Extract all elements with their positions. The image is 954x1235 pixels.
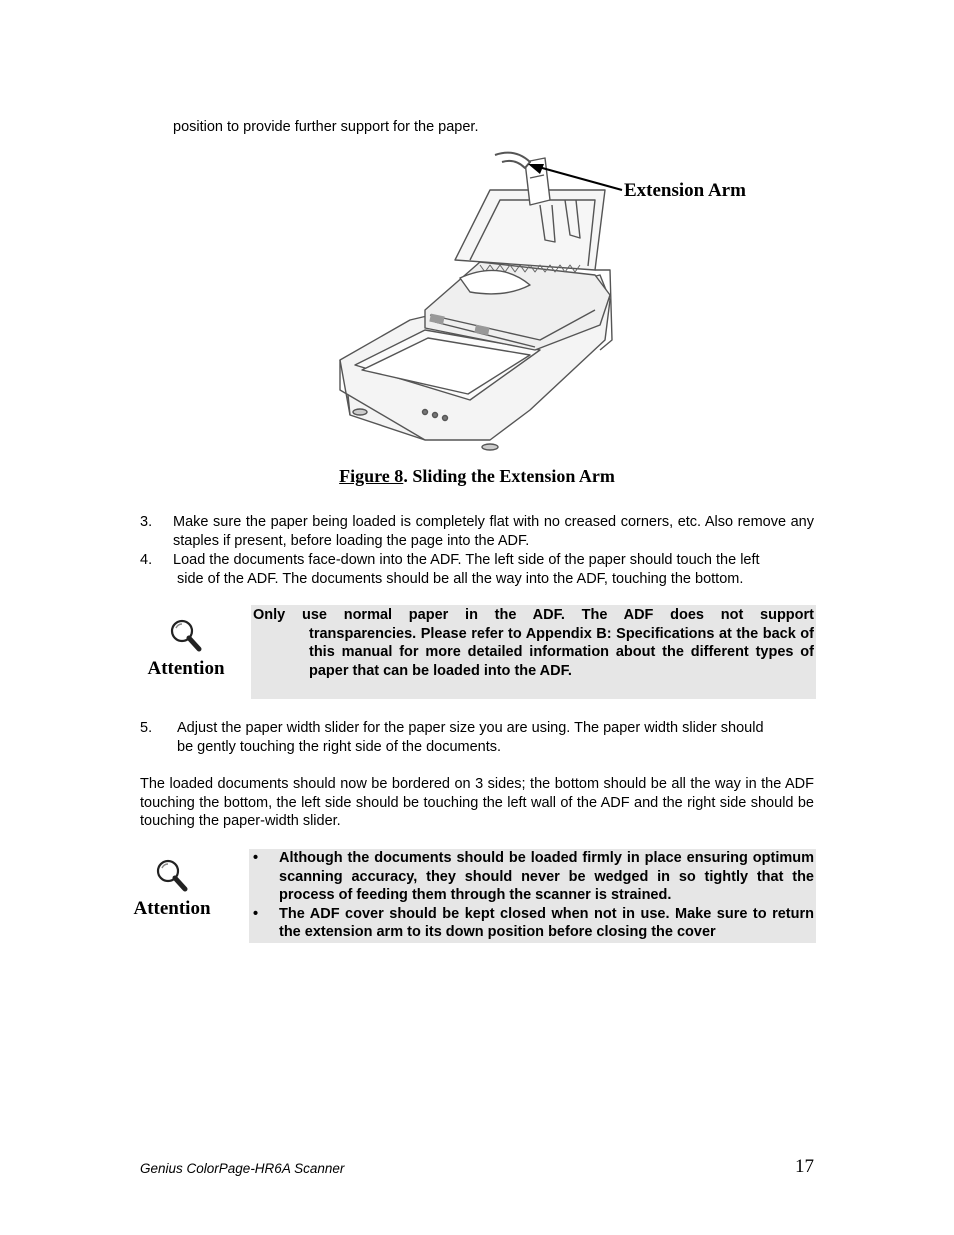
attention-note-1-text [251,605,816,699]
magnifier-icon [154,858,190,894]
note-bullet: • Although the documents should be loaded firmly in place ensuring optimum scanning accuracy, they should never be wedged in so tightly that the process of feeding them through the scanner is strained. [249,849,816,905]
step-number: 3. [140,514,153,530]
step-5 [140,719,814,756]
step-number: 5. [140,720,153,736]
note-body: transparencies. Please refer to Appendix B: Specifications at the back of this manual for more detailed information about the different types of paper that can be loaded into the ADF. [309,625,814,679]
note-bullet-list [249,849,816,942]
step-text: Make sure the paper being loaded is completely flat with no creased corners, etc. Also remove any staples if present, before loading the page into the ADF. [173,514,814,549]
extension-arm-callout: Extension Arm [624,180,746,201]
attention-note-2 [126,858,218,920]
step-number: 4. [140,552,153,568]
note-first-line: Only use normal paper in the ADF. The ADF does not support [253,607,814,623]
step-4 [140,551,814,588]
page-number: 17 [795,1156,814,1177]
note-bullet: • The ADF cover should be kept closed when not in use. Make sure to return the extension arm to its down position before closing the cover [249,905,816,942]
step-text-continued: side of the ADF. The documents should be all the way into the ADF, touching the bottom. [177,570,744,587]
step-text: Load the documents face-down into the ADF. The left side of the paper should touch the left [173,552,760,568]
attention-label: Attention [133,898,211,919]
attention-label: Attention [147,658,225,679]
magnifier-icon [168,618,204,654]
step-3 [140,513,814,550]
figure-ref: Figure 8 [339,466,404,486]
step-text: Adjust the paper width slider for the paper size you are using. The paper width slider should [177,720,764,736]
attention-note-1 [140,618,232,680]
body-paragraph: The loaded documents should now be bordered on 3 sides; the bottom should be all the way in the ADF touching the bottom, the left side should be touching the left wall of the ADF and the right side should be touching the paper-width slider. [140,776,814,829]
attention-note-2-text [249,849,816,943]
footer-title: Genius ColorPage-HR6A Scanner [140,1161,345,1176]
intro-text: position to provide further support for the paper. [173,119,479,135]
figure-caption-text: . Sliding the Extension Arm [403,466,615,486]
figure-caption [0,466,954,487]
step-text-continued: be gently touching the right side of the documents. [177,738,502,755]
